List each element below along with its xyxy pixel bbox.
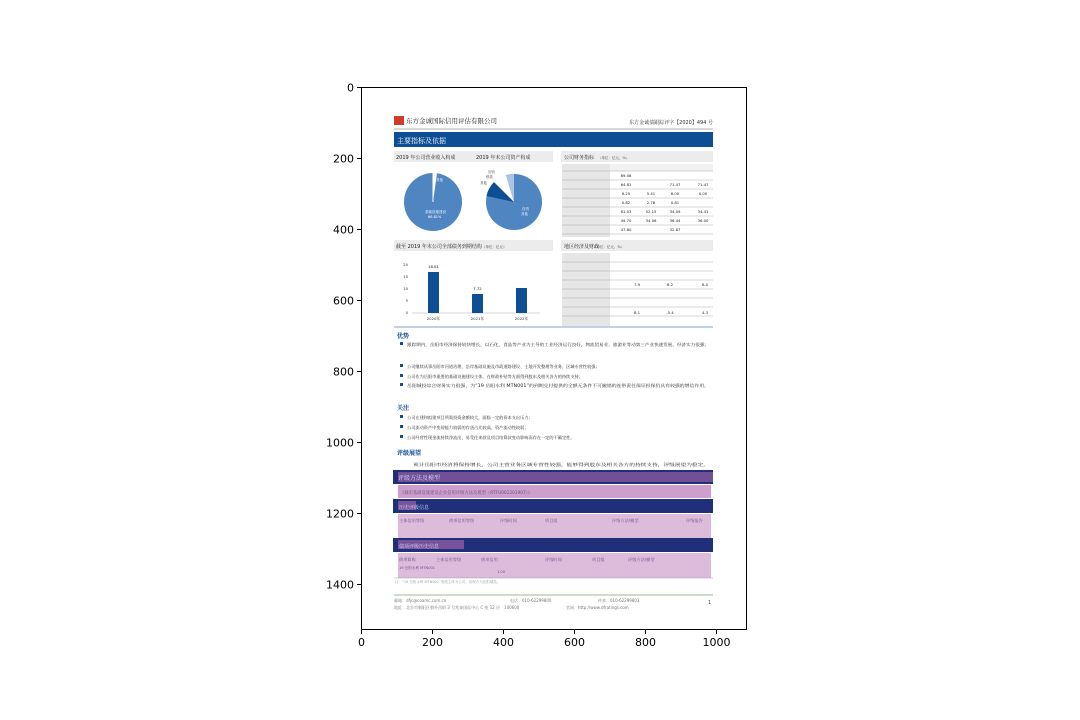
- fin-cell: 64.81: [620, 182, 632, 187]
- advantage-item: 岳阳城投综合财务实力很强，为“19 岳阳水利 MTN001”的到期兑付提供的全额无条件不可撤销的连带责任保证担保仍具有较强的增信作用。: [407, 383, 667, 388]
- pie2-label-1: 应收: [488, 170, 495, 174]
- y-axis: [326, 82, 362, 592]
- y-tick-label: 600: [333, 294, 354, 308]
- bullet-icon: [400, 364, 403, 367]
- outlook-text: 预计岳阳市经济将保持增长，公司主营业务区域专营性较强，能够得到股东及相关各方的持续支持，评级展望为稳定。: [413, 462, 631, 467]
- region-cell: 8.0: [701, 282, 709, 287]
- fin-cell: 61.03: [620, 209, 632, 214]
- pie1-title: 2019 年公司营业收入构成: [396, 155, 456, 161]
- pie2-label-4: 存货: [522, 207, 529, 211]
- history-header: 项目组: [545, 518, 558, 523]
- debt-x-label: 2020年: [426, 316, 441, 321]
- concern-item: 公司流动资产中变现能力较弱的存货占比较高，资产流动性较弱；: [407, 425, 529, 430]
- fin-cell: 49.70: [620, 218, 632, 223]
- concerns-title: 关注: [397, 405, 410, 412]
- debt-unit: （单位：亿元）: [482, 245, 507, 249]
- y-tick-label: 0: [347, 81, 354, 95]
- company-logo-icon: [394, 116, 404, 125]
- history2-header: 项目组: [592, 557, 605, 562]
- history2-header: 债项简称: [399, 557, 416, 562]
- footer-tel: 电话：010-62299800: [510, 598, 552, 603]
- history2-title: 债项评级历史信息: [399, 544, 440, 550]
- region-cell: 4.3: [701, 310, 709, 315]
- bullet-icon: [400, 425, 403, 428]
- x-tick-label: 200: [422, 636, 443, 649]
- pie2-label-2: 账款: [486, 175, 493, 179]
- y-tick-label: 1200: [326, 507, 354, 521]
- history-header: 评级时间: [500, 518, 517, 523]
- bullet-icon: [400, 342, 403, 345]
- fin-cell: 32.87: [669, 227, 681, 232]
- history-header: 主体信用等级: [399, 518, 425, 523]
- debt-bar-2022: [516, 288, 527, 313]
- x-tick-label: 600: [564, 636, 585, 649]
- y-tick-label: 400: [333, 223, 354, 237]
- concern-item: 公司在建和拟建项目所需投资金额较大，面临一定的资本支出压力；: [407, 415, 533, 420]
- advantages-title: 优势: [397, 333, 410, 340]
- history-section-bar: [393, 499, 713, 513]
- x-tick-label: 400: [493, 636, 514, 649]
- method-section-highlight: [398, 472, 713, 482]
- fin-label-column: [562, 164, 610, 237]
- bullet-icon: [400, 435, 403, 438]
- concern-item: 公司经营性现金流持续净流出，易受往来款及项目结算款变动影响而存在一定的不确定性。: [407, 435, 575, 440]
- fin-cell: 6.00: [670, 191, 680, 196]
- bullet-icon: [400, 374, 403, 377]
- history-title: 历史评级信息: [399, 505, 430, 511]
- history2-cell: 19 岳阳水利 MTN001: [399, 566, 436, 570]
- debt-x-label: 2022年: [514, 316, 529, 321]
- region-title: 地区经济及财政: [564, 244, 600, 250]
- x-tick-label: 0: [358, 636, 365, 649]
- debt-bar-value: 7.72: [473, 286, 482, 291]
- y-tick-label: 1000: [326, 436, 354, 450]
- fin-cell: 52.15: [645, 209, 657, 214]
- pie1-label-main: 基础设施建设: [425, 210, 446, 214]
- debt-y-tick: 5: [405, 298, 408, 303]
- history-header: 评级方法/模型: [612, 518, 639, 523]
- fin-cell: 6.25: [621, 191, 631, 196]
- footer-fax: 传真：010-62299803: [598, 598, 640, 603]
- advantage-item: 公司继续从事岳阳市河道治理、沿岸基础设施及市政道路建设、土地开发整理等业务，区域专营性较强；: [407, 364, 600, 369]
- advantage-item: 公司作为岳阳市重要的基础设施建设主体，在财政补贴等方面得到股东及相关各方的持续支持；: [407, 374, 583, 379]
- bullet-icon: [400, 383, 403, 386]
- footer-website: 官网：http://www.dfratings.com: [566, 605, 629, 610]
- region-unit: （单位：亿元、%）: [593, 245, 625, 249]
- debt-y-tick: 0: [405, 310, 408, 315]
- history2-cell: 1.00: [497, 570, 506, 574]
- x-axis: [358, 630, 731, 649]
- pie1-label-pct: 66.81%: [428, 215, 442, 219]
- pie2-label-5: 其他: [521, 212, 528, 216]
- method-title: 评级方法及模型: [398, 475, 441, 482]
- history2-header: 主体信用等级: [436, 557, 462, 562]
- fin-cell: 2.78: [646, 200, 656, 205]
- debt-y-tick: 15: [403, 274, 408, 279]
- x-tick-label: 800: [635, 636, 656, 649]
- fin-cell: 36.00: [697, 218, 709, 223]
- region-cell: 8.2: [666, 282, 674, 287]
- outlook-title: 评级展望: [397, 450, 422, 457]
- footer-email: 邮箱：dfjc@coamc.com.cn: [394, 598, 447, 603]
- fin-cell: 34.41: [697, 209, 709, 214]
- fin-cell: 34.06: [645, 218, 657, 223]
- debt-y-tick: 20: [403, 262, 408, 267]
- fin-unit: （单位：亿元、%）: [598, 156, 630, 160]
- footer-address: 地址：北京市朝阳区朝外西街 3 号兆泰国际中心 C 座 12 层 100600: [394, 605, 520, 610]
- fin-cell: 0.82: [621, 200, 631, 205]
- fin-cell: 0.81: [670, 200, 680, 205]
- bullet-icon: [400, 415, 403, 418]
- pie1-label-other: 其他: [436, 178, 443, 182]
- fin-cell: 36.44: [669, 218, 681, 223]
- region-cell: 7.9: [633, 282, 641, 287]
- debt-y-tick: 10: [403, 286, 408, 291]
- history-header: 评级报告: [686, 518, 703, 523]
- region-label-column: [562, 253, 610, 326]
- report-number: 东方金诚债跟踪评字【2020】494 号: [629, 120, 713, 126]
- y-tick-label: 200: [333, 152, 354, 166]
- debt-bar-value: 16.81: [428, 264, 439, 269]
- fin-cell: 71.47: [697, 182, 709, 187]
- region-cell: 8.1: [633, 310, 641, 315]
- debt-x-label: 2021年: [470, 316, 485, 321]
- company-name: 东方金诚国际信用评估有限公司: [406, 117, 497, 125]
- advantage-item: 跟踪期内，岳阳市经济保持较快增长，以石化、食品等产业为主导的工业经济运行良好，物流贸易业、旅游业等动第三产业快速发展，经济实力很强；: [407, 342, 684, 347]
- pie2-label-3: 其他: [480, 181, 487, 185]
- fin-cell: 5.41: [646, 191, 656, 196]
- page-number: 1: [708, 600, 712, 606]
- x-tick-label: 1000: [702, 636, 731, 649]
- method-text: 《城市基础设施建设企业信用评级方法及模型（RTFU002201907）》: [400, 491, 533, 496]
- fin-cell: 0.00: [698, 191, 708, 196]
- history2-header: 评级方法/模型: [628, 557, 655, 562]
- y-tick-label: 1400: [326, 578, 354, 592]
- debt-bar-2020: [428, 272, 439, 313]
- history2-header: 评级时间: [545, 557, 562, 562]
- footnote: 注：“19 岳阳水利 MTN001”发债主体为公司，担保方为岳阳城投。: [395, 580, 501, 584]
- fin-cell: 71.47: [669, 182, 681, 187]
- fin-cell: 89.08: [620, 173, 632, 178]
- section-title-main: 主要指标及依据: [397, 137, 446, 145]
- fin-title: 公司财务指标: [564, 155, 595, 161]
- y-tick-label: 800: [333, 365, 354, 379]
- debt-bar-2021: [472, 294, 483, 313]
- history2-header: 债项信用: [481, 557, 498, 562]
- fin-header-row: [610, 164, 713, 171]
- debt-title: 截至 2019 年末公司全部债务到期结构: [396, 244, 482, 250]
- fin-cell: 34.09: [669, 209, 681, 214]
- fin-cell: 47.80: [620, 227, 632, 232]
- history-header: 债项信用等级: [449, 518, 475, 523]
- pie2-title: 2019 年末公司资产构成: [476, 155, 531, 161]
- region-cell: -5.4: [666, 310, 674, 315]
